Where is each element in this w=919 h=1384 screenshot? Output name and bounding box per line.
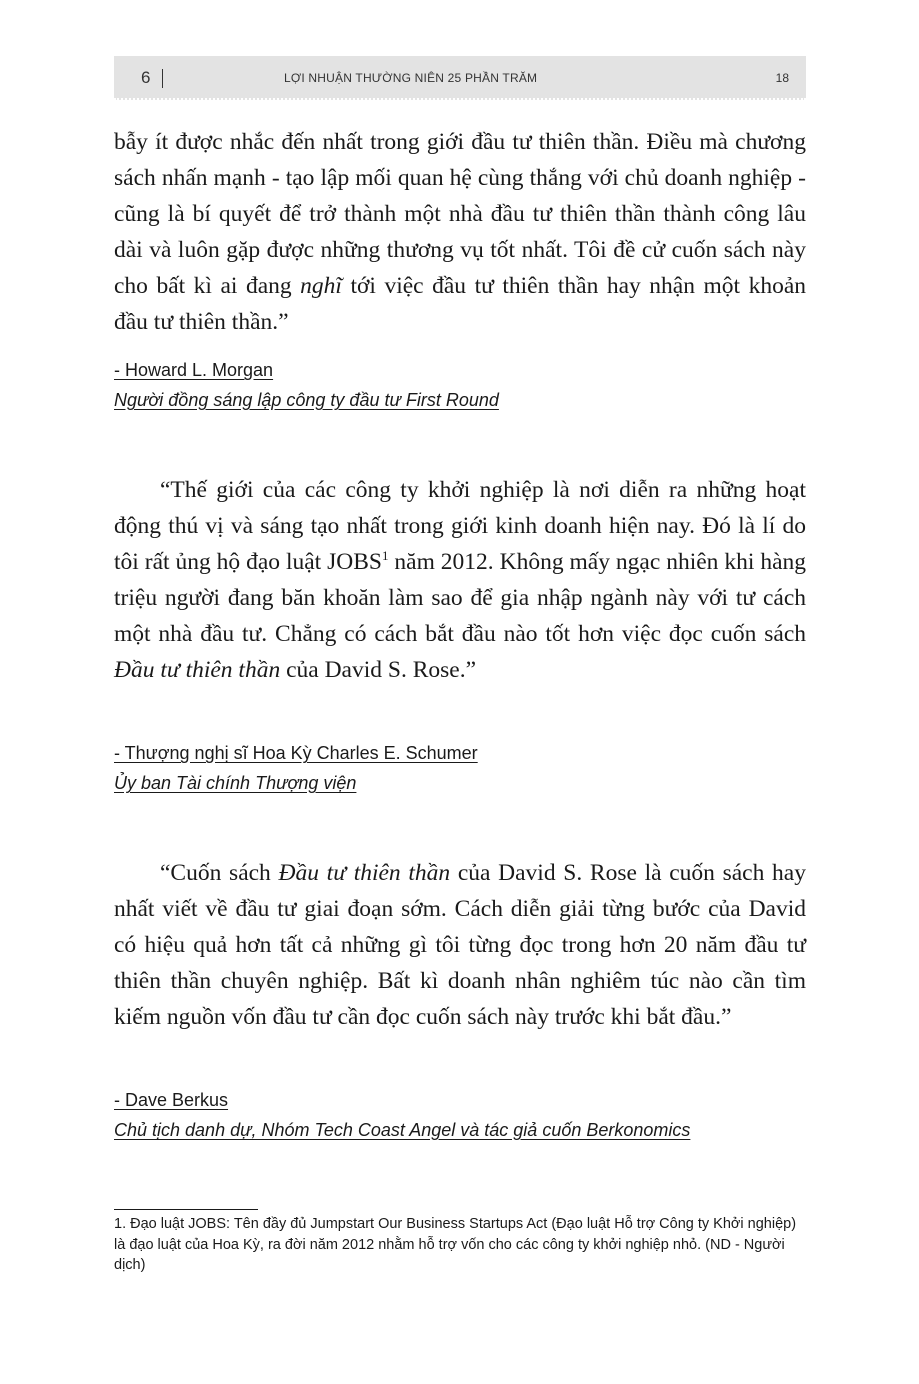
quote-1-role: Người đồng sáng lập công ty đầu tư First Round <box>114 390 499 410</box>
quote-2-author: - Thượng nghị sĩ Hoa Kỳ Charles E. Schumer <box>114 743 478 763</box>
chapter-title: LỢI NHUẬN THƯỜNG NIÊN 25 PHẦN TRĂM <box>284 71 538 85</box>
quote-2-text: “Thế giới của các công ty khởi nghiệp là nơi diễn ra những hoạt động thú vị và sáng tạo nhất trong giới kinh doanh hiện nay. Đó là lí do tôi rất ủng hộ đạo luật JOBS$^1$ năm 2012. Không mấy ngạc nhiên khi hàng triệu người đang băn khoăn làm sao để gia nhập ngành này với tư cách một nhà đầu tư. Chẳng có cách bắt đầu nào tốt hơn việc đọc cuốn sách Đầu tư thiên thần của David S. Rose.” <box>114 477 807 683</box>
quote-2-role: Ủy ban Tài chính Thượng viện <box>114 773 357 793</box>
footnote-rule <box>114 1209 258 1210</box>
quote-3-text: “Cuốn sách Đầu tư thiên thần của David S. Rose là cuốn sách hay nhất viết về đầu tư giai đoạn sớm. Cách diễn giải từng bước của David có hiệu quả hơn tất cả những gì tôi từng đọc trong hơn 20 năm đầu tư thiên thần chuyên nghiệp. Bất kì doanh nhân nghiêm túc nào cần tìm kiếm nguồn vốn đầu tư cần đọc cuốn sách này trước khi bắt đầu.” <box>114 860 806 1030</box>
footnote: 1. Đạo luật JOBS: Tên đầy đủ Jumpstart Our Business Startups Act (Đạo luật Hỗ trợ Công ty Khởi nghiệp) là đạo luật của Hoa Kỳ, ra đời năm 2012 nhằm hỗ trợ vốn cho các công ty khởi nghiệp nhỏ. (ND - Người dịch) <box>114 1216 797 1273</box>
footnote-ref: 1 <box>381 548 389 563</box>
quote-1-author: - Howard L. Morgan <box>114 360 274 380</box>
header-right-number: 18 <box>775 71 789 85</box>
page-number: 6 <box>141 68 151 87</box>
quote-3-author: - Dave Berkus <box>114 1090 229 1110</box>
quote-1-text: bẫy ít được nhắc đến nhất trong giới đầu tư thiên thần. Điều mà chương sách nhấn mạnh - tạo lập mối quan hệ cùng thắng với chủ doanh nghiệp - cũng là bí quyết để trở thành một nhà đầu tư thiên thần thành công lâu dài và luôn gặp được những thương vụ tốt nhất. Tôi đề cử cuốn sách này cho bất kì ai đang nghĩ tới việc đầu tư thiên thần hay nhận một khoản đầu tư thiên thần.” <box>114 129 806 335</box>
header-divider <box>162 69 163 88</box>
quote-3-role: Chủ tịch danh dự, Nhóm Tech Coast Angel và tác giả cuốn Berkonomics <box>114 1120 691 1140</box>
running-header <box>114 56 806 100</box>
